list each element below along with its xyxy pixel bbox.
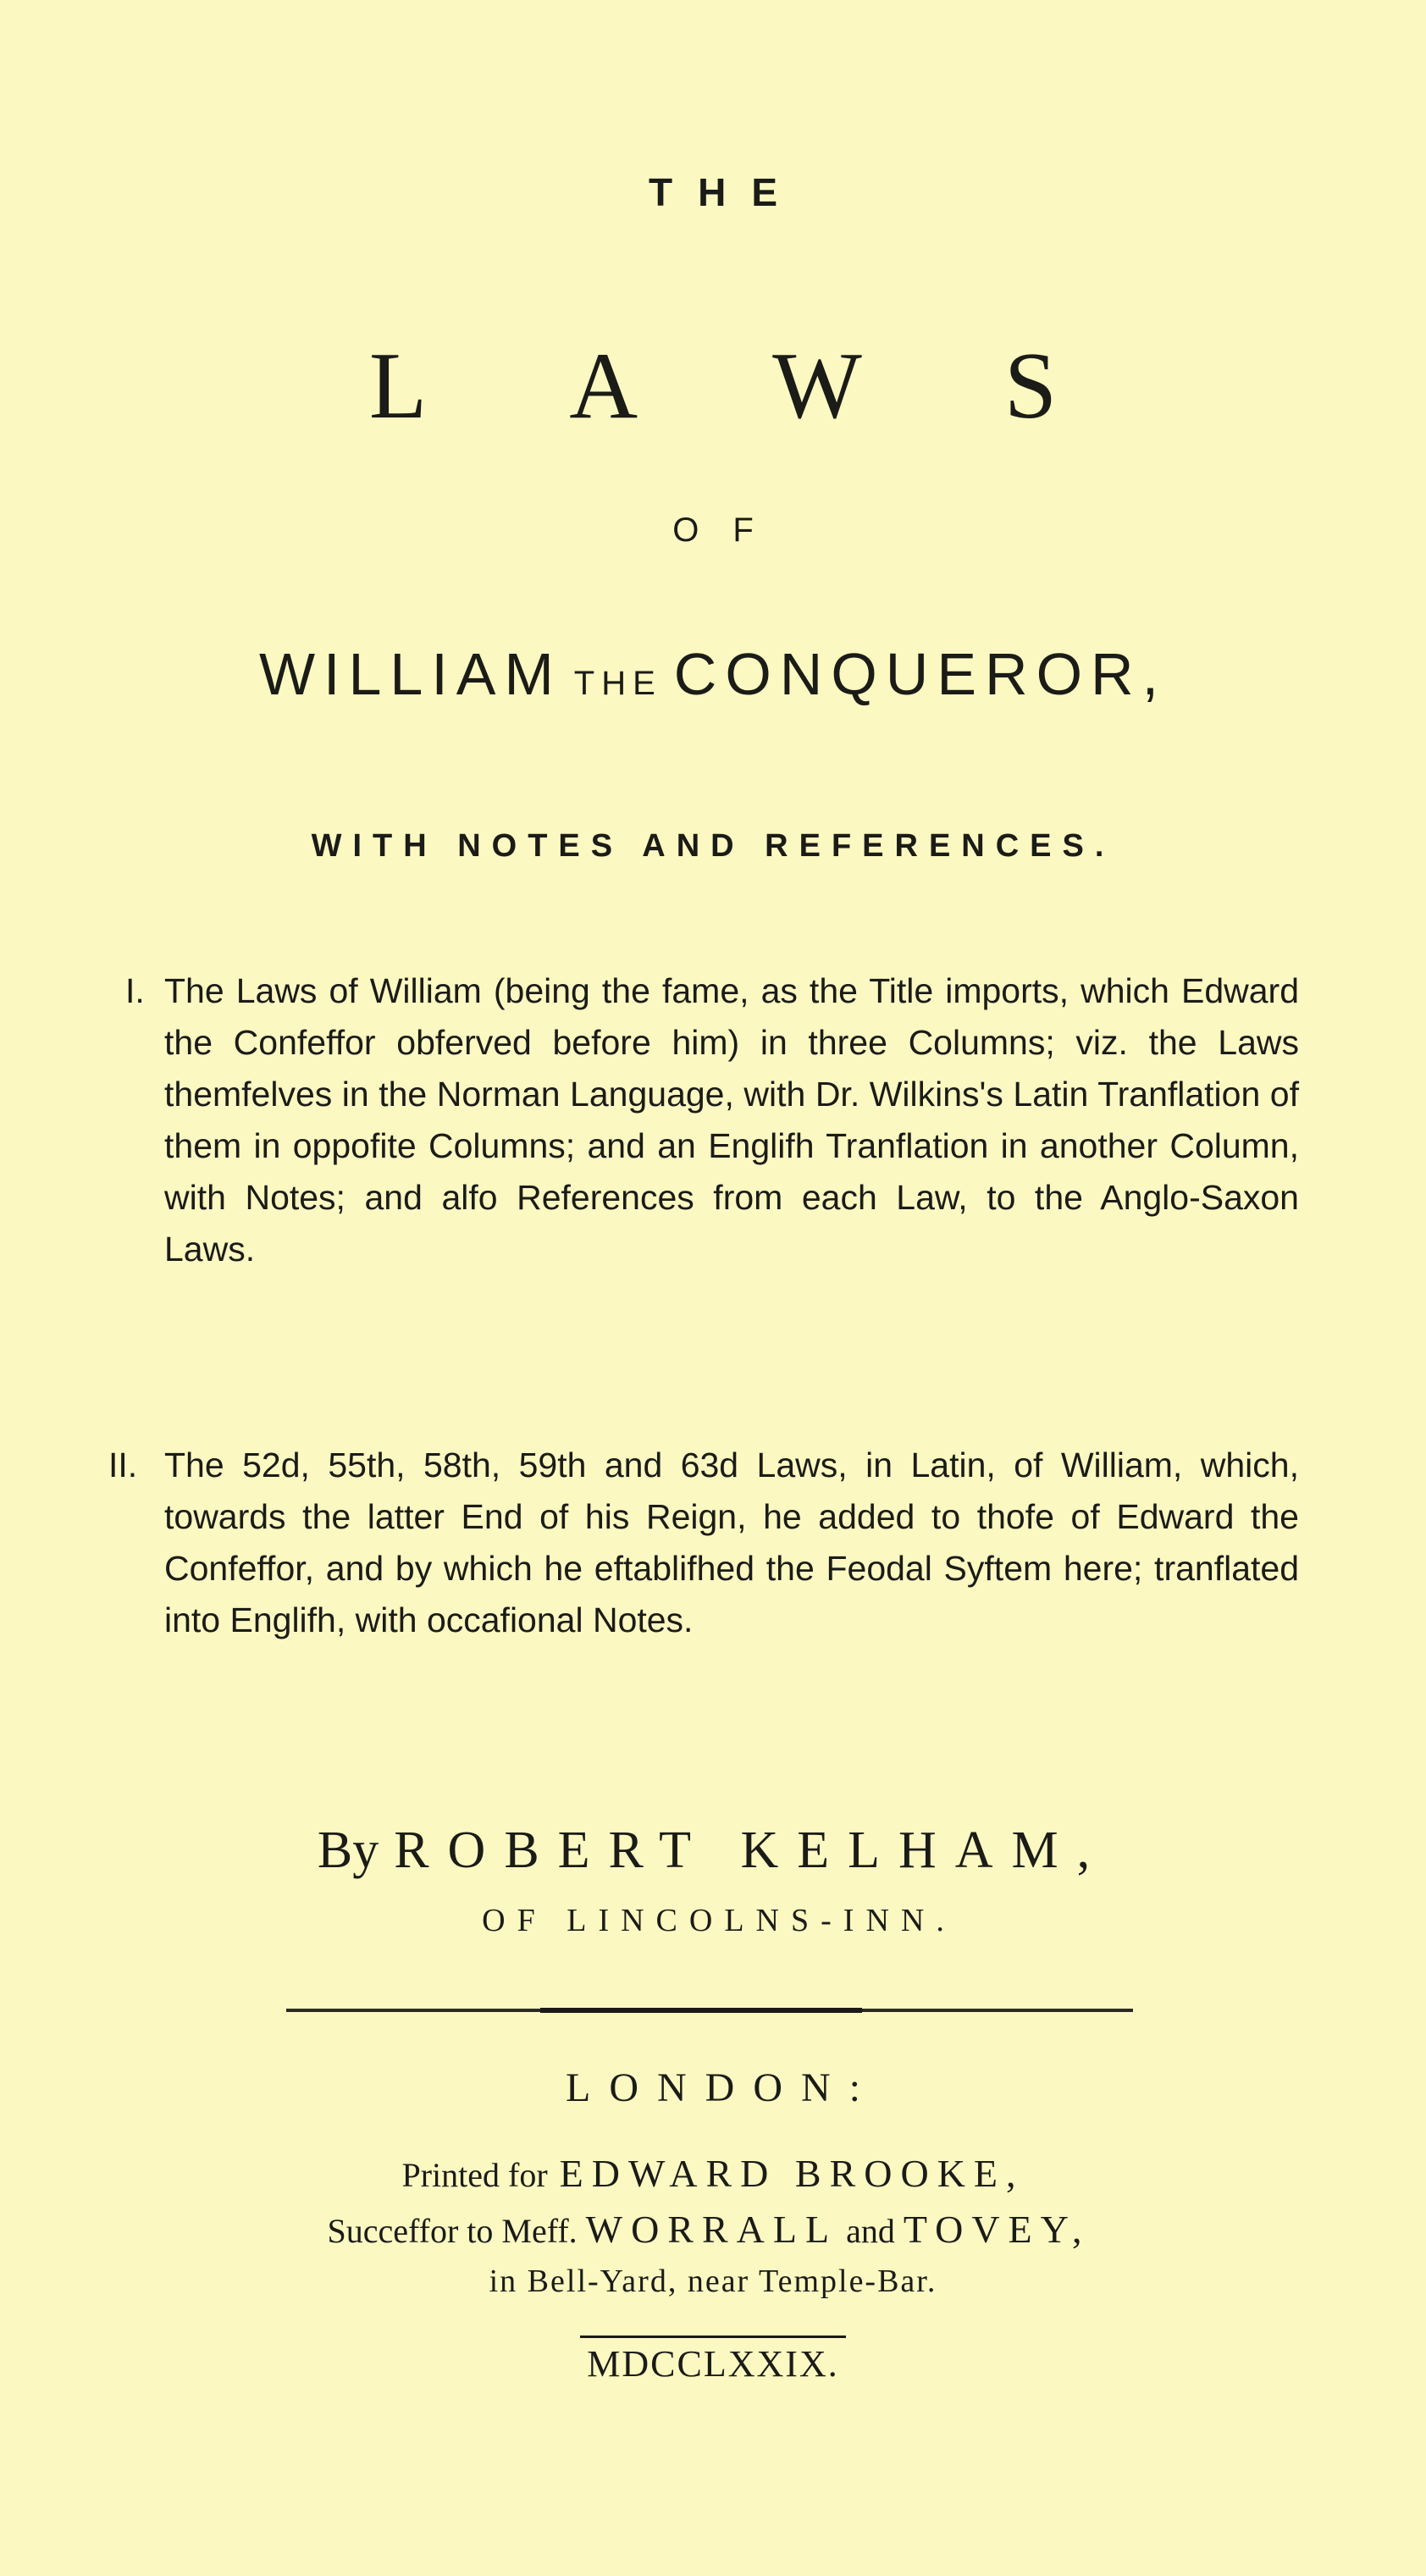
- contents-item-1-number: I.: [125, 971, 145, 1010]
- imprint-successor: [0, 2207, 1426, 2252]
- title-conqueror: CONQUEROR,: [673, 641, 1168, 707]
- imprint-successor-label: Succeffor to Meff.: [327, 2212, 578, 2250]
- author-affiliation: OF LINCOLNS-INN.: [482, 1903, 956, 1938]
- title-the: THE: [649, 170, 803, 214]
- ornamental-rule: [286, 2009, 1133, 2012]
- imprint-city: LONDON:: [566, 2065, 879, 2110]
- author-by: By: [317, 1821, 379, 1879]
- contents-item-2-text: The 52d, 55th, 58th, 59th and 63d Laws, in Latin, of William, which, towards the latter End of his Reign, he added to thofe of Edward the Confeffor, and by which he eftablifhed the Feodal Syftem here; tranflated into Englifh, with occafional Notes.: [164, 1446, 1299, 1639]
- contents-item-2: [108, 1440, 1299, 1646]
- title-the-small: THE: [573, 665, 662, 702]
- title-of: OF: [672, 511, 788, 549]
- imprint-partner-1: WORRALL: [585, 2208, 838, 2251]
- title-william: WILLIAM: [258, 641, 562, 707]
- imprint-location-text: in Bell-Yard, near Temple-Bar.: [489, 2264, 937, 2299]
- contents-item-2-number: II.: [108, 1446, 138, 1484]
- title-laws: LAWS: [368, 334, 1200, 439]
- title-william-the-conqueror: [0, 640, 1426, 708]
- imprint-printer: EDWARD BROOKE,: [559, 2152, 1025, 2195]
- contents-item-1: [125, 965, 1299, 1275]
- imprint-year-text: MDCCLXXIX.: [580, 2336, 845, 2385]
- contents-item-1-text: The Laws of William (being the fame, as the Title imports, which Edward the Confeffor obferved before him) in three Columns; viz. the Laws themfelves in the Norman Language, with Dr. Wilkins's Latin Tranflation of them in oppofite Columns; and an Englifh Tranflation in another Column, with Notes; and alfo References from each Law, to the Anglo-Saxon Laws.: [164, 971, 1299, 1269]
- imprint-year: [0, 2342, 1426, 2385]
- author-line: [0, 1821, 1426, 1881]
- imprint-and: and: [846, 2212, 895, 2250]
- imprint-location: [0, 2263, 1426, 2300]
- author-name: ROBERT KELHAM,: [394, 1821, 1109, 1879]
- imprint-printed-for: [0, 2151, 1426, 2196]
- subtitle: WITH NOTES AND REFERENCES.: [311, 828, 1115, 864]
- imprint-partner-2: TOVEY,: [903, 2208, 1091, 2251]
- imprint-printed-for-label: Printed for: [401, 2156, 548, 2194]
